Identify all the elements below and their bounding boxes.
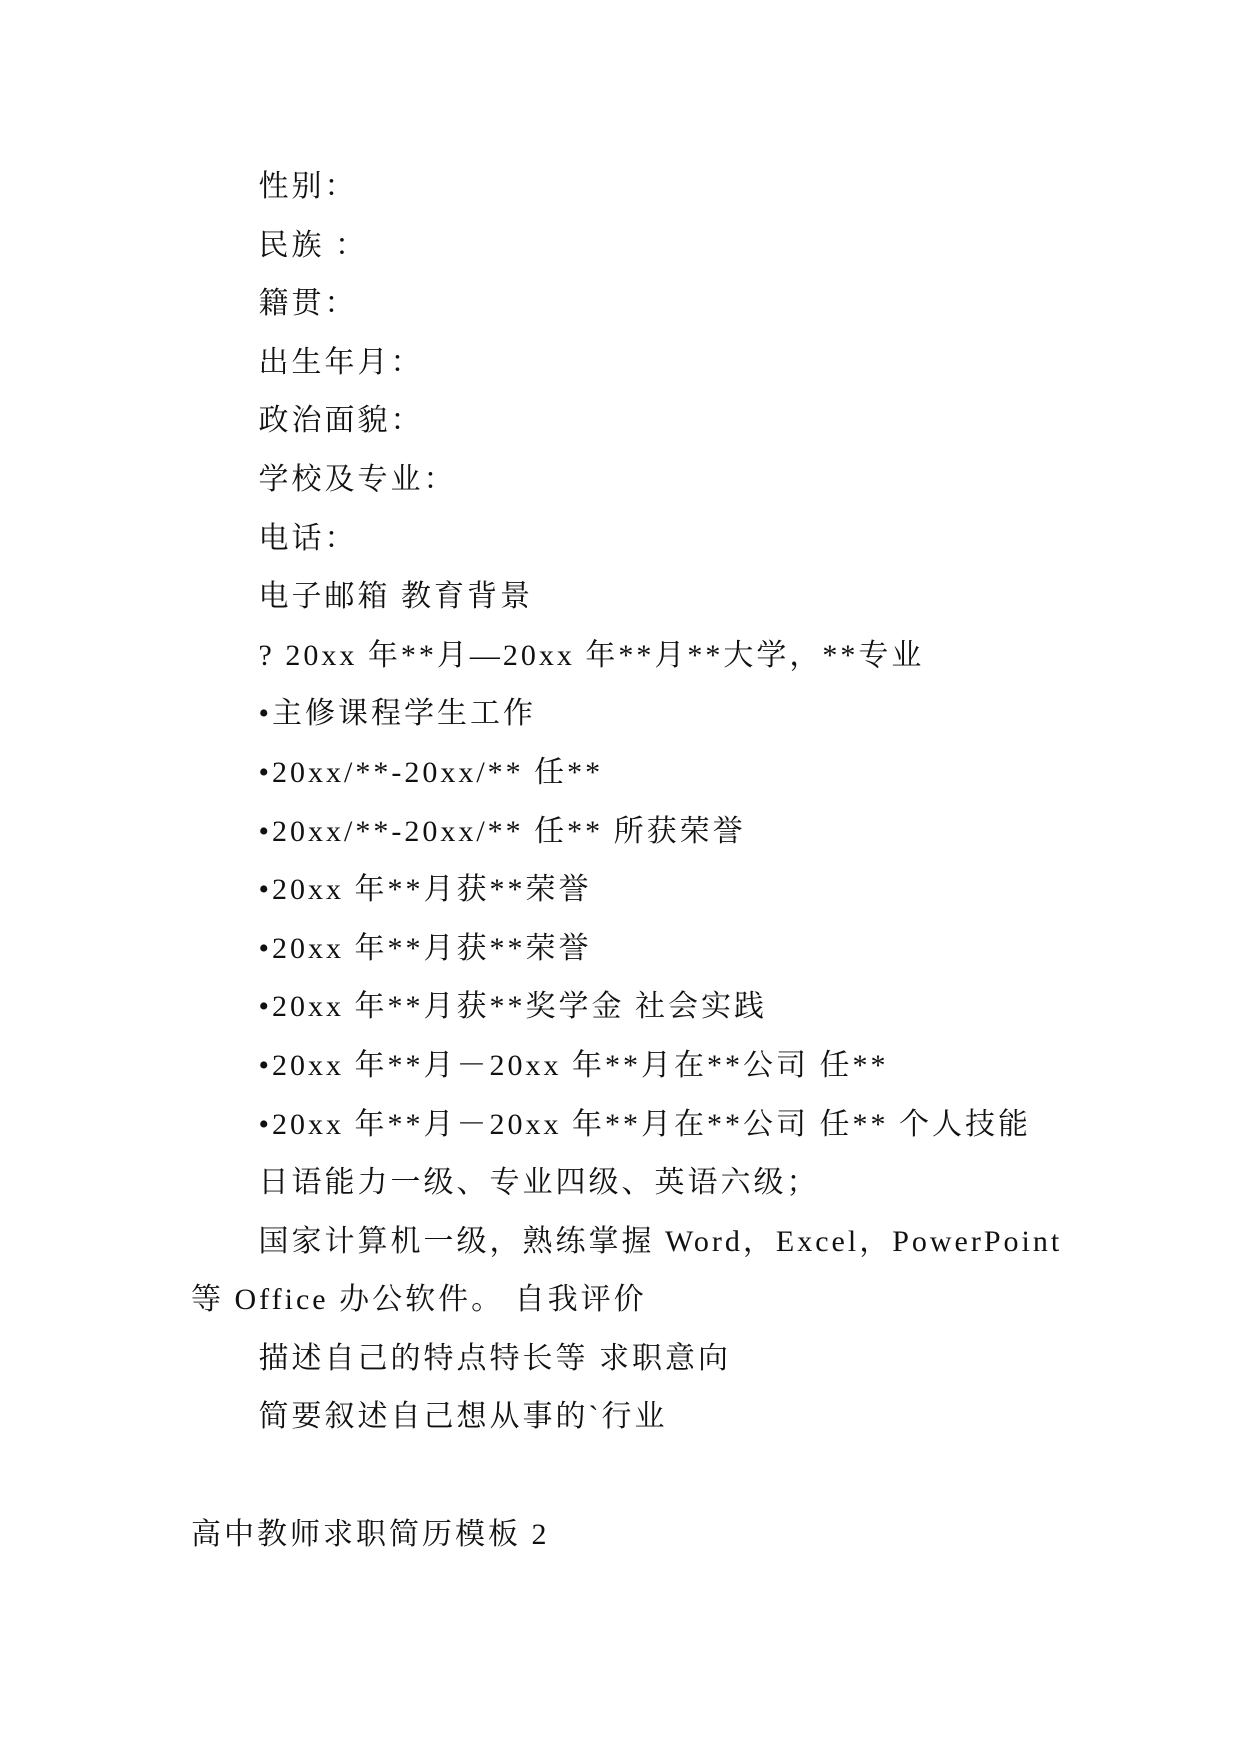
- computer-skills-paragraph: [191, 1213, 1241, 1330]
- student-work-item-honors-heading: •20xx/**-20xx/** 任** 所获荣誉: [258, 814, 746, 848]
- practice-item-skills-heading: •20xx 年**月－20xx 年**月在**公司 任** 个人技能: [258, 1107, 1032, 1141]
- gender-field: 性别：: [258, 170, 358, 203]
- student-work-item: •20xx/**-20xx/** 任**: [258, 755, 604, 789]
- phone-field: 电话：: [258, 521, 358, 555]
- birth-date-field: 出生年月：: [258, 345, 424, 379]
- practice-item: •20xx 年**月－20xx 年**月在**公司 任**: [258, 1048, 889, 1082]
- main-courses-student-work-item: •主修课程学生工作: [258, 697, 537, 731]
- email-field-education-heading: 电子邮箱 教育背景: [258, 580, 533, 614]
- ethnicity-field: 民族 ：: [258, 228, 368, 262]
- desired-industry-line: 简要叙述自己想从事的`行业: [258, 1400, 668, 1434]
- language-skills-line: 日语能力一级、专业四级、英语六级；: [258, 1166, 820, 1200]
- native-place-field: 籍贯：: [258, 287, 358, 321]
- scholarship-item-practice-heading: •20xx 年**月获**奖学金 社会实践: [258, 990, 768, 1024]
- education-entry: ? 20xx 年**月—20xx 年**月**大学，**专业: [258, 638, 925, 672]
- self-description-job-intention-heading: 描述自己的特点特长等 求职意向: [258, 1341, 731, 1375]
- honor-item: •20xx 年**月获**荣誉: [258, 931, 592, 965]
- political-status-field: 政治面貌：: [258, 404, 424, 438]
- honor-item: •20xx 年**月获**荣誉: [258, 873, 592, 907]
- office-skills-self-evaluation-heading: 等 Office 办公软件。 自我评价: [191, 1283, 647, 1317]
- school-major-field: 学校及专业：: [258, 462, 457, 496]
- computer-skills-line: 国家计算机一级，熟练掌握 Word，Excel，PowerPoint: [258, 1224, 1063, 1258]
- next-template-title: 高中教师求职简历模板 2: [191, 1517, 550, 1551]
